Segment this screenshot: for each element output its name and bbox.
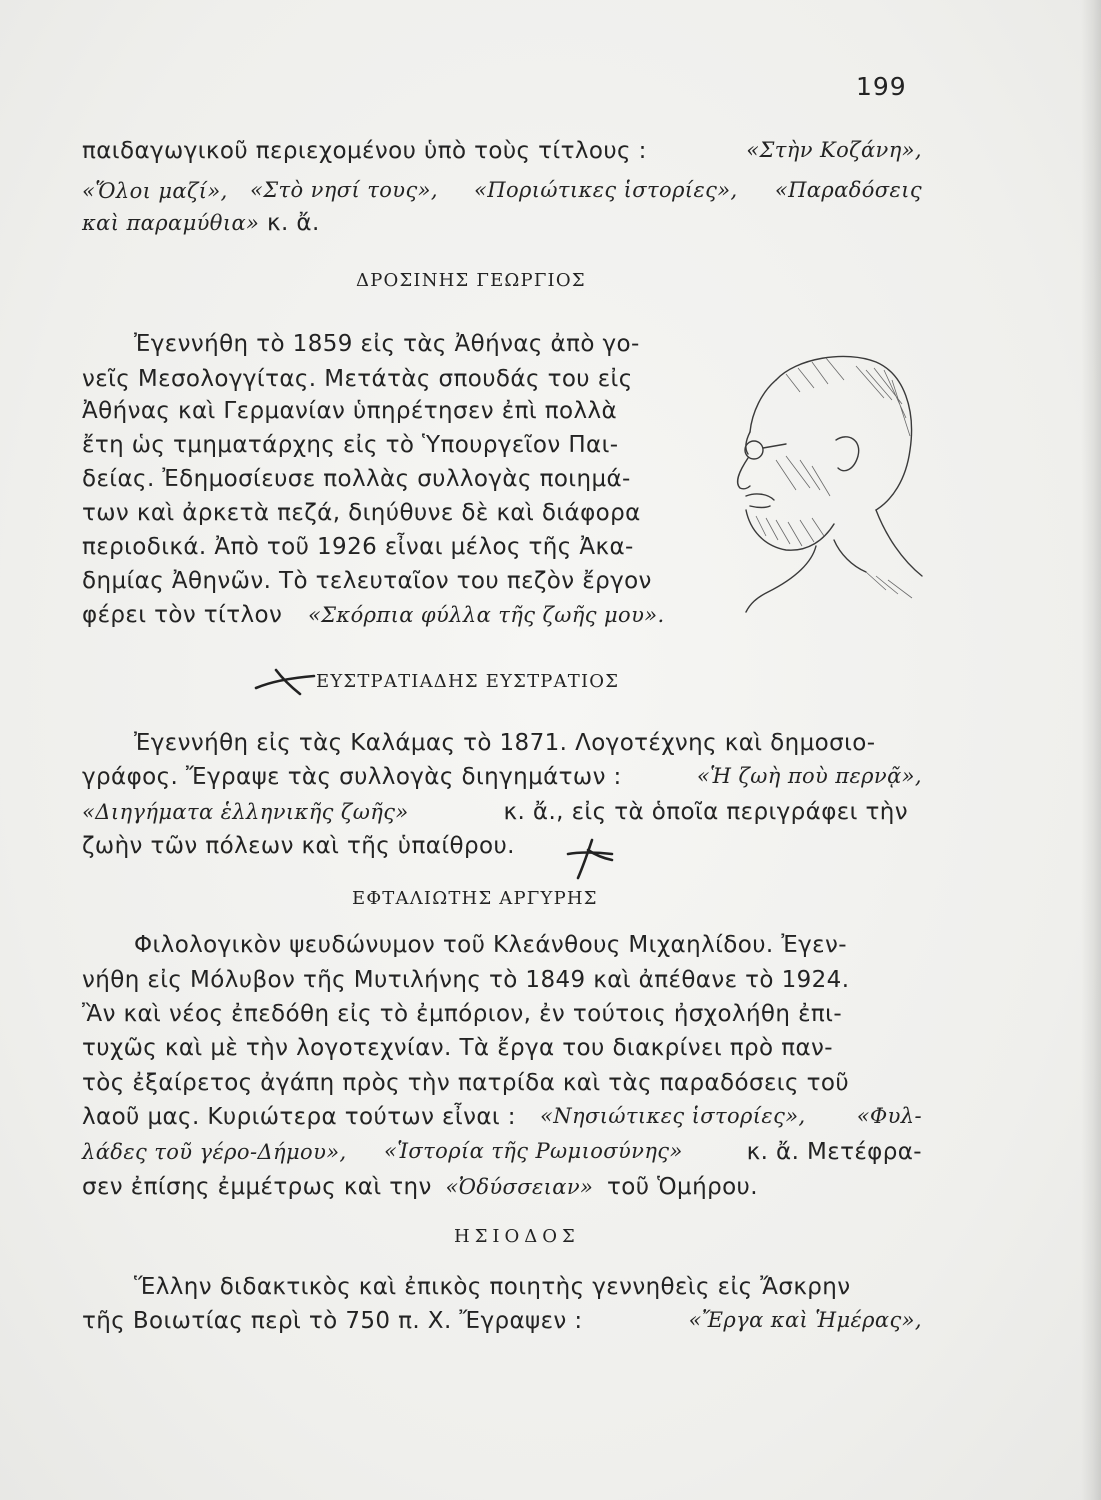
eustratiadis-line-2	[82, 764, 922, 790]
eftaliotis-line-8	[82, 1174, 758, 1200]
hesiod-line-2	[82, 1308, 922, 1334]
drosinis-text: φέρει τὸν τίτλον	[82, 602, 283, 628]
eftaliotis-text-2: κ. ἄ. Μετέφρα-	[746, 1139, 922, 1165]
title-diigimata: «Διηγήματα ἑλληνικῆς ζωῆς»	[82, 800, 409, 824]
eftaliotis-line-6	[82, 1104, 922, 1130]
eftaliotis-text-3: σεν ἐπίσης ἐμμέτρως καὶ την	[82, 1174, 432, 1200]
title-fyllades-part1: «Φυλ-	[856, 1104, 922, 1128]
title-fyllades-part2: λάδες τοῦ γέρο-Δήμου»,	[82, 1140, 347, 1164]
intro-text: παιδαγωγικοῦ περιεχομένου ὑπὸ τοὺς τίτλους :	[82, 138, 647, 164]
drosinis-line-8: δημίας Ἀθηνῶν. Τὸ τελευταῖον του πεζὸν ἔργον	[82, 568, 652, 594]
title-erga-kai-imeras: «Ἔργα καὶ Ἡμέρας»,	[688, 1308, 922, 1332]
title-sto-nisi-tous: «Στὸ νησί τους»,	[250, 178, 438, 202]
eftaliotis-line-3: Ἂν καὶ νέος ἐπεδόθη εἰς τὸ ἐμπόριον, ἐν τούτοις ἠσχολήθη ἐπι-	[82, 1001, 843, 1027]
heading-drosinis: ΔΡΟΣΙΝΗΣ ΓΕΩΡΓΙΟΣ	[356, 270, 586, 291]
title-paradoseis: «Παραδόσεις	[774, 178, 922, 202]
title-skorpia-fylla: «Σκόρπια φύλλα τῆς ζωῆς μου».	[307, 603, 665, 627]
drosinis-line-9	[82, 602, 665, 628]
intro-line-2	[82, 178, 922, 204]
heading-hesiod: ΗΣΙΟΔΟΣ	[454, 1226, 580, 1247]
heading-eftaliotis: ΕΦΤΑΛΙΩΤΗΣ ΑΡΓΥΡΗΣ	[352, 888, 598, 909]
drosinis-line-5: δείας. Ἐδημοσίευσε πολλὰς συλλογὰς ποιημά-	[82, 466, 631, 492]
page-number: 199	[856, 72, 907, 101]
eustratiadis-line-3	[82, 799, 908, 825]
drosinis-line-3: Ἀθήνας καὶ Γερμανίαν ὑπηρέτησεν ἐπὶ πολλὰ	[82, 398, 618, 424]
eftaliotis-line-2: νήθη εἰς Μόλυβον τῆς Μυτιλήνης τὸ 1849 καὶ ἀπέθανε τὸ 1924.	[82, 967, 850, 993]
drosinis-line-2: νεῖς Μεσολογγίτας. Μετάτὰς σπουδάς του εἰς	[82, 366, 633, 392]
eftaliotis-line-7	[82, 1139, 922, 1165]
eftaliotis-line-5: τὸς ἐξαίρετος ἀγάπη πρὸς τὴν πατρίδα καὶ τὰς παραδόσεις τοῦ	[82, 1070, 850, 1096]
title-kai-paramythia: καὶ παραμύθια»	[82, 211, 260, 235]
eftaliotis-text: λαοῦ μας. Κυριώτερα τούτων εἶναι :	[82, 1104, 516, 1130]
pencil-cross-mark-2	[562, 836, 618, 880]
drosinis-line-1: Ἐγεννήθη τὸ 1859 εἰς τὰς Ἀθήνας ἀπὸ γο-	[134, 331, 640, 357]
eustratiadis-text: γράφος. Ἔγραψε τὰς συλλογὰς διηγημάτων :	[82, 764, 622, 790]
eustratiadis-text-2: κ. ἄ., εἰς τὰ ὁποῖα περιγράφει τὴν	[503, 799, 908, 825]
hesiod-text: τῆς Βοιωτίας περὶ τὸ 750 π. Χ. Ἔγραψεν :	[82, 1308, 583, 1334]
drosinis-line-6: των καὶ ἀρκετὰ πεζά, διηύθυνε δὲ καὶ διάφορα	[82, 500, 641, 526]
page-edge-shadow	[1081, 0, 1101, 1500]
title-istoria-romiosynis: «Ἱστορία τῆς Ρωμιοσύνης»	[384, 1139, 683, 1163]
hesiod-line-1: Ἕλλην διδακτικὸς καὶ ἐπικὸς ποιητὴς γεννηθεὶς εἰς Ἄσκρην	[134, 1274, 851, 1300]
title-i-zoi-pou-perna: «Ἡ ζωὴ ποὺ περνᾷ»,	[696, 764, 922, 788]
pencil-cross-mark-1	[250, 664, 320, 702]
drosinis-line-4: ἔτη ὡς τμηματάρχης εἰς τὸ Ὑπουργεῖον Παι-	[82, 432, 619, 458]
title-poriotikes-istories: «Ποριώτικες ἱστορίες»,	[474, 178, 738, 202]
heading-eustratiadis: ΕΥΣΤΡΑΤΙΑΔΗΣ ΕΥΣΤΡΑΤΙΟΣ	[316, 671, 620, 692]
intro-line-3	[82, 210, 320, 236]
title-stin-kozani: «Στὴν Κοζάνη»,	[746, 138, 922, 162]
title-oloi-mazi: «Ὅλοι μαζί»,	[82, 179, 228, 203]
title-nisiotikes-istories: «Νησιώτικες ἱστορίες»,	[540, 1104, 806, 1128]
eustratiadis-line-4: ζωὴν τῶν πόλεων καὶ τῆς ὑπαίθρου.	[82, 833, 515, 859]
title-odysseian: «Ὀδύσσειαν»	[445, 1175, 594, 1199]
intro-etc: κ. ἄ.	[267, 210, 320, 236]
eftaliotis-line-1: Φιλολογικὸν ψευδώνυμον τοῦ Κλεάνθους Μιχαηλίδου. Ἐγεν-	[134, 932, 847, 958]
eftaliotis-line-4: τυχῶς καὶ μὲ τὴν λογοτεχνίαν. Τὰ ἔργα του διακρίνει πρὸ παν-	[82, 1035, 833, 1061]
portrait-sketch	[716, 340, 928, 622]
drosinis-line-7: περιοδικά. Ἀπὸ τοῦ 1926 εἶναι μέλος τῆς Ἀκα-	[82, 534, 634, 560]
eustratiadis-line-1: Ἐγεννήθη εἰς τὰς Καλάμας τὸ 1871. Λογοτέχνης καὶ δημοσιο-	[134, 730, 876, 756]
intro-line-1	[82, 138, 922, 164]
eftaliotis-text-4: τοῦ Ὁμήρου.	[607, 1174, 758, 1200]
